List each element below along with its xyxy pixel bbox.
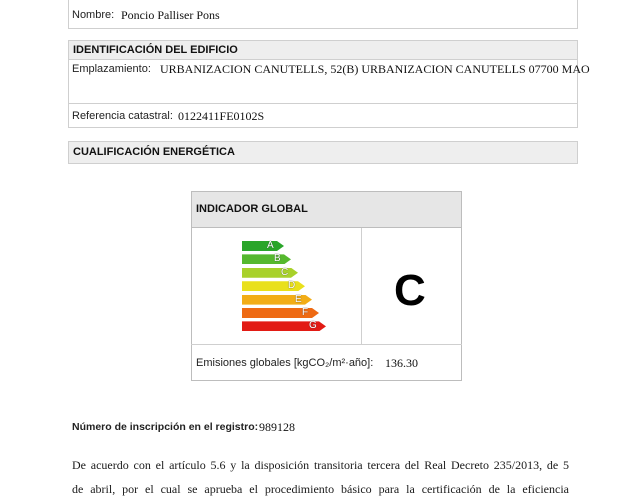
energy-bar-letter-c: C (281, 266, 289, 278)
indicator-column-divider (361, 228, 362, 345)
energy-rating: C (394, 266, 426, 315)
energy-header: CUALIFICACIÓN ENERGÉTICA (68, 141, 578, 164)
energy-bar-letter-d: D (288, 280, 296, 292)
indicator-row-divider (191, 344, 462, 345)
cadastral-label: Referencia catastral: (72, 110, 173, 122)
indicator-title: INDICADOR GLOBAL (191, 191, 462, 228)
energy-bar-letter-f: F (302, 307, 309, 318)
building-header: IDENTIFICACIÓN DEL EDIFICIO (68, 40, 578, 60)
energy-bar-letter-a: A (267, 240, 274, 251)
emissions-label: Emisiones globales [kgCO₂/m²·año]: (196, 357, 374, 369)
owner-name: Poncio Palliser Pons (121, 8, 220, 22)
energy-bar-c (242, 268, 298, 278)
location-label: Emplazamiento: (72, 63, 151, 75)
cadastral-value: 0122411FE0102S (178, 109, 265, 123)
paragraph-line-1: De acuerdo con el artículo 5.6 y la disposición transitoria tercera del Real Decreto 235/2013, de 5 (72, 458, 569, 472)
energy-bar-letter-b: B (274, 253, 281, 265)
registry-label: Número de inscripción en el registro: (72, 421, 259, 433)
energy-bar-letter-e: E (295, 293, 302, 305)
legal-paragraph (72, 453, 569, 501)
emissions-value: 136.30 (385, 356, 418, 370)
energy-bar-letter-g: G (309, 320, 317, 332)
location-value: URBANIZACION CANUTELLS, 52(B) URBANIZACION CANUTELLS 07700 MAO (160, 62, 590, 76)
energy-bar-d (242, 281, 305, 291)
energy-bar-b (242, 254, 291, 264)
energy-bar-a (242, 241, 284, 251)
paragraph-line-2: de abril, por el cual se aprueba el procedimiento básico para la certificación de la eficiencia (72, 482, 569, 496)
owner-label: Nombre: (72, 9, 115, 21)
building-divider (68, 103, 578, 104)
registry-number: 989128 (259, 420, 295, 434)
